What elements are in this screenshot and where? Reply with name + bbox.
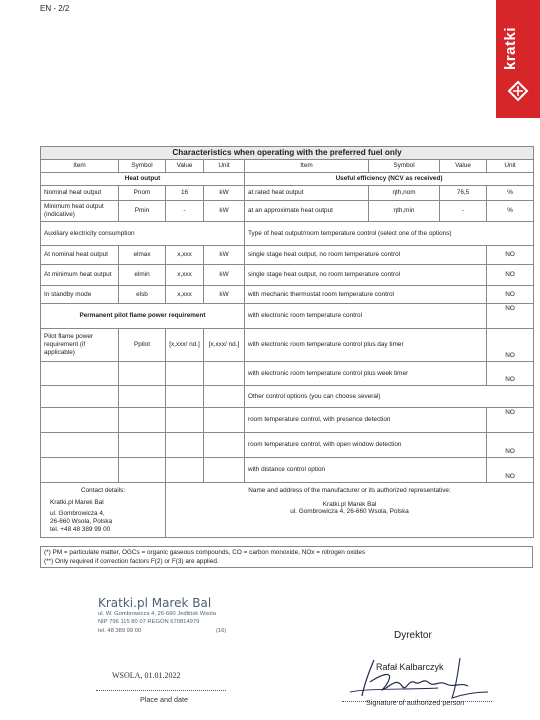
row-item: At minimum heat output — [41, 264, 119, 285]
row-item-right: at rated heat output — [245, 185, 369, 200]
row-symbol-right: ηth,min — [369, 200, 440, 221]
manufacturer-label: Name and address of the manufacturer or its authorized representative: — [248, 486, 451, 494]
signer-name: Rafał Kalbarczyk — [376, 662, 444, 672]
row-item-right: at an approximate heat output — [245, 200, 369, 221]
place-date-value: WSOLA, 01.01.2022 — [112, 671, 181, 680]
director-title: Dyrektor — [394, 630, 432, 641]
footnote-1: (*) PM = particulate matter, OGCs = organic gaseous compounds, CO = carbon monoxide, NOx = nitrogen oxides — [44, 549, 366, 556]
table-title: Characteristics when operating with the preferred fuel only — [41, 147, 534, 160]
other-control-section: Other control options (you can choose several) — [245, 385, 534, 407]
manufacturer-company: Kratki.pl Marek Bal — [322, 500, 377, 508]
logo-text: kratki — [502, 26, 519, 70]
table-row — [41, 185, 534, 200]
place-date-line — [96, 690, 226, 691]
col-header-symbol-right: Symbol — [369, 159, 440, 172]
control-option: with electronic room temperature control plus week timer — [245, 361, 487, 385]
other-control-option: room temperature control, with open window detection — [245, 432, 487, 457]
other-control-value: NO — [487, 457, 534, 482]
col-header-symbol: Symbol — [119, 159, 166, 172]
control-option-value: NO — [487, 361, 534, 385]
signature-caption: Signature of authorized person — [366, 698, 465, 707]
pilot-unit: [x,xxx/ nd.] — [204, 328, 245, 361]
control-option-value: NO — [487, 303, 534, 328]
row-symbol: Pnom — [119, 185, 166, 200]
footnote-2: (**) Only required if correction factors F(2) or F(3) are applied. — [44, 557, 219, 565]
table-row — [41, 285, 534, 303]
row-item: Minimum heat output (indicative) — [41, 200, 119, 221]
control-type-section: Type of heat output/room temperature control (select one of the options) — [245, 221, 534, 245]
stamp-extra: (16) — [216, 627, 227, 634]
other-control-value: NO — [487, 432, 534, 457]
row-symbol-right: ηth,nom — [369, 185, 440, 200]
row-symbol: elsb — [119, 285, 166, 303]
row-item: Nominal heat output — [41, 185, 119, 200]
manufacturer-address: ul. Gombrowicza 4, 26-660 Wsola, Polska — [290, 508, 409, 516]
logo-house-icon — [505, 78, 531, 104]
col-header-item-right: Item — [245, 159, 369, 172]
control-option: single stage heat output, no room temperature control — [245, 264, 487, 285]
pilot-item: Pilot flame power requirement (if applicable) — [41, 328, 119, 361]
contact-company: Kratki.pl Marek Bal — [50, 498, 104, 506]
stamp-tax-ids: NIP 796 115 80 07 REGON 670814979 — [98, 619, 200, 626]
control-option-value: NO — [487, 245, 534, 264]
table-row — [41, 264, 534, 285]
pilot-symbol: Ppilot — [119, 328, 166, 361]
row-unit-right: % — [487, 185, 534, 200]
pilot-flame-section: Permanent pilot flame power requirement — [41, 303, 245, 328]
control-option-value: NO — [487, 328, 534, 361]
handwritten-signature — [342, 652, 492, 702]
contact-label: Contact details: — [80, 486, 126, 494]
table-row — [41, 328, 534, 361]
contact-details-cell — [41, 482, 166, 537]
heat-output-section: Heat output — [41, 172, 245, 185]
col-header-item: Item — [41, 159, 119, 172]
row-symbol: Pmin — [119, 200, 166, 221]
stamp-address: ul. W. Gombrowicza 4, 26-660 Jedlińsk Wsola — [98, 611, 216, 617]
stamp-company-name: Kratki.pl Marek Bal — [98, 596, 212, 610]
row-value-right: 76,5 — [440, 185, 487, 200]
row-value-right: - — [440, 200, 487, 221]
other-control-value: NO — [487, 407, 534, 432]
table-row — [41, 245, 534, 264]
manufacturer-cell — [166, 482, 534, 537]
contact-address-1: ul. Gombrowicza 4, — [50, 510, 105, 518]
row-unit: kW — [204, 245, 245, 264]
row-value: - — [166, 200, 204, 221]
control-option-value: NO — [487, 264, 534, 285]
place-date-caption: Place and date — [140, 695, 188, 704]
page-label: EN - 2/2 — [40, 4, 70, 13]
stamp-phone: tel. 48 389 99 00 — [98, 627, 142, 634]
row-value: x,xxx — [166, 245, 204, 264]
efficiency-section: Useful efficiency (NCV as received) — [245, 172, 534, 185]
row-value: x,xxx — [166, 285, 204, 303]
row-item: In standby mode — [41, 285, 119, 303]
row-unit: kW — [204, 185, 245, 200]
table-row — [41, 200, 534, 221]
row-unit-right: % — [487, 200, 534, 221]
pilot-value: [x,xxx/ nd.] — [166, 328, 204, 361]
row-value: x,xxx — [166, 264, 204, 285]
kratki-logo — [496, 0, 540, 118]
row-unit: kW — [204, 200, 245, 221]
contact-address-2: 26-660 Wsola, Polska — [50, 517, 113, 525]
col-header-unit: Unit — [204, 159, 245, 172]
row-value: 16 — [166, 185, 204, 200]
aux-electricity-section: Auxiliary electricity consumption — [41, 221, 245, 245]
row-unit: kW — [204, 264, 245, 285]
control-option: with electronic room temperature control — [245, 303, 487, 328]
header-row — [41, 159, 534, 172]
control-option: single stage heat output, no room temperature control — [245, 245, 487, 264]
contact-phone: tel. +48 48 389 99 00 — [50, 525, 111, 533]
control-option-value: NO — [487, 285, 534, 303]
col-header-value-right: Value — [440, 159, 487, 172]
control-option: with mechanic thermostat room temperature control — [245, 285, 487, 303]
footnotes — [40, 546, 533, 568]
company-stamp — [98, 596, 298, 635]
row-symbol: elmin — [119, 264, 166, 285]
control-option: with electronic room temperature control plus day timer — [245, 328, 487, 361]
col-header-unit-right: Unit — [487, 159, 534, 172]
row-unit: kW — [204, 285, 245, 303]
col-header-value: Value — [166, 159, 204, 172]
characteristics-table — [40, 146, 534, 538]
row-item: At nominal heat output — [41, 245, 119, 264]
row-symbol: elmax — [119, 245, 166, 264]
other-control-option: with distance control option — [245, 457, 487, 482]
stamp-phone-line — [98, 627, 298, 635]
other-control-option: room temperature control, with presence detection — [245, 407, 487, 432]
